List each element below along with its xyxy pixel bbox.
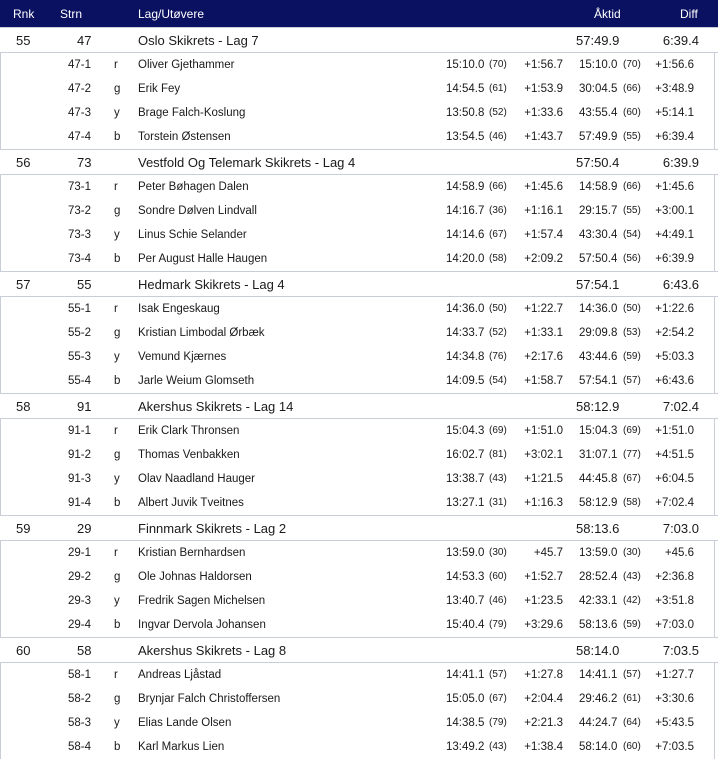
athlete-name: Ingvar Dervola Johansen bbox=[138, 619, 266, 631]
total-behind: +7:03.0 bbox=[655, 619, 694, 631]
team-row[interactable] bbox=[0, 515, 718, 541]
total-time: 44:24.7 bbox=[579, 717, 618, 729]
leg-behind: +1:33.1 bbox=[524, 327, 563, 339]
total-behind: +3:48.9 bbox=[655, 83, 694, 95]
athlete-list bbox=[0, 297, 715, 393]
leg-behind: +1:58.7 bbox=[524, 375, 563, 387]
header-team-athletes[interactable]: Lag/Utøvere bbox=[138, 7, 205, 21]
header-start-number[interactable]: Strn bbox=[60, 7, 83, 21]
leg-rank: (43) bbox=[489, 741, 507, 752]
athlete-row[interactable] bbox=[1, 223, 714, 247]
total-rank: (55) bbox=[623, 131, 641, 142]
athlete-name: Per August Halle Haugen bbox=[138, 253, 268, 265]
leg-time: 14:34.8 bbox=[446, 351, 485, 363]
leg-time: 15:04.3 bbox=[446, 425, 485, 437]
athlete-row[interactable] bbox=[1, 613, 714, 637]
total-time: 14:41.1 bbox=[579, 669, 618, 681]
total-behind: +6:04.5 bbox=[655, 473, 694, 485]
leg-behind: +1:57.4 bbox=[524, 229, 563, 241]
athlete-name: Torstein Østensen bbox=[138, 131, 231, 143]
total-time: 14:36.0 bbox=[579, 303, 618, 315]
total-behind: +2:36.8 bbox=[655, 571, 694, 583]
leg-rank: (43) bbox=[489, 473, 507, 484]
total-time: 58:12.9 bbox=[579, 497, 618, 509]
total-behind: +5:03.3 bbox=[655, 351, 694, 363]
total-behind: +7:02.4 bbox=[655, 497, 694, 509]
total-behind: +3:30.6 bbox=[655, 693, 694, 705]
athlete-list bbox=[0, 663, 715, 759]
team-row[interactable] bbox=[0, 27, 718, 53]
athlete-list bbox=[0, 175, 715, 271]
leg-behind: +1:53.9 bbox=[524, 83, 563, 95]
total-rank: (53) bbox=[623, 327, 641, 338]
total-behind: +5:14.1 bbox=[655, 107, 694, 119]
athlete-row[interactable] bbox=[1, 247, 714, 271]
total-behind: +3:51.8 bbox=[655, 595, 694, 607]
athlete-row[interactable] bbox=[1, 199, 714, 223]
athlete-row[interactable] bbox=[1, 589, 714, 613]
athlete-row[interactable] bbox=[1, 443, 714, 467]
athlete-leg: b bbox=[114, 131, 121, 143]
athlete-leg: g bbox=[114, 571, 121, 583]
leg-rank: (30) bbox=[489, 547, 507, 558]
athlete-leg: g bbox=[114, 327, 121, 339]
team-rank: 55 bbox=[16, 33, 31, 48]
leg-time: 14:41.1 bbox=[446, 669, 485, 681]
athlete-start-number: 55-2 bbox=[68, 327, 92, 339]
team-start-number: 58 bbox=[77, 643, 92, 658]
athlete-start-number: 58-4 bbox=[68, 741, 92, 753]
total-behind: +5:43.5 bbox=[655, 717, 694, 729]
leg-behind: +1:23.5 bbox=[524, 595, 563, 607]
athlete-name: Jarle Weium Glomseth bbox=[138, 375, 255, 387]
leg-time: 13:40.7 bbox=[446, 595, 485, 607]
team-diff: 6:43.6 bbox=[662, 277, 699, 292]
athlete-name: Isak Engeskaug bbox=[138, 303, 220, 315]
athlete-list bbox=[0, 541, 715, 637]
total-time: 58:13.6 bbox=[579, 619, 618, 631]
total-rank: (57) bbox=[623, 669, 641, 680]
athlete-leg: r bbox=[114, 59, 118, 71]
leg-time: 14:33.7 bbox=[446, 327, 485, 339]
athlete-name: Olav Naadland Hauger bbox=[138, 473, 255, 485]
team-start-number: 47 bbox=[77, 33, 92, 48]
total-behind: +1:22.6 bbox=[655, 303, 694, 315]
athlete-leg: r bbox=[114, 181, 118, 193]
athlete-leg: y bbox=[114, 473, 120, 485]
athlete-row[interactable] bbox=[1, 345, 714, 369]
athlete-row[interactable] bbox=[1, 297, 714, 321]
leg-behind: +1:52.7 bbox=[524, 571, 563, 583]
athlete-leg: r bbox=[114, 303, 118, 315]
athlete-start-number: 58-3 bbox=[68, 717, 92, 729]
athlete-name: Linus Schie Selander bbox=[138, 229, 247, 241]
leg-rank: (31) bbox=[489, 497, 507, 508]
leg-time: 14:58.9 bbox=[446, 181, 485, 193]
leg-behind: +2:17.6 bbox=[524, 351, 563, 363]
leg-behind: +3:02.1 bbox=[524, 449, 563, 461]
athlete-leg: b bbox=[114, 497, 121, 509]
team-time: 57:49.9 bbox=[576, 33, 620, 48]
athlete-name: Brage Falch-Koslung bbox=[138, 107, 246, 119]
total-rank: (60) bbox=[623, 107, 641, 118]
athlete-leg: b bbox=[114, 619, 121, 631]
leg-behind: +1:43.7 bbox=[524, 131, 563, 143]
athlete-row[interactable] bbox=[1, 565, 714, 589]
athlete-start-number: 55-3 bbox=[68, 351, 92, 363]
leg-time: 16:02.7 bbox=[446, 449, 485, 461]
total-rank: (43) bbox=[623, 571, 641, 582]
team-name: Hedmark Skikrets - Lag 4 bbox=[138, 277, 285, 292]
athlete-leg: g bbox=[114, 205, 121, 217]
leg-rank: (61) bbox=[489, 83, 507, 94]
athlete-row[interactable] bbox=[1, 711, 714, 735]
leg-time: 13:27.1 bbox=[446, 497, 485, 509]
athlete-leg: y bbox=[114, 351, 120, 363]
total-time: 29:46.2 bbox=[579, 693, 618, 705]
leg-rank: (52) bbox=[489, 327, 507, 338]
leg-time: 13:59.0 bbox=[446, 547, 485, 559]
table-header bbox=[0, 0, 718, 27]
total-rank: (61) bbox=[623, 693, 641, 704]
total-behind: +4:51.5 bbox=[655, 449, 694, 461]
total-rank: (56) bbox=[623, 253, 641, 264]
leg-rank: (81) bbox=[489, 449, 507, 460]
total-rank: (59) bbox=[623, 351, 641, 362]
leg-time: 14:09.5 bbox=[446, 375, 485, 387]
athlete-leg: g bbox=[114, 693, 121, 705]
total-rank: (55) bbox=[623, 205, 641, 216]
team-diff: 6:39.4 bbox=[662, 33, 699, 48]
athlete-leg: b bbox=[114, 375, 121, 387]
leg-rank: (67) bbox=[489, 693, 507, 704]
total-rank: (66) bbox=[623, 181, 641, 192]
header-accumulated-time[interactable]: Åktid bbox=[594, 7, 621, 21]
leg-behind: +1:22.7 bbox=[524, 303, 563, 315]
team-row[interactable] bbox=[0, 393, 718, 419]
athlete-start-number: 29-1 bbox=[68, 547, 92, 559]
team-rank: 60 bbox=[16, 643, 31, 658]
athlete-start-number: 55-1 bbox=[68, 303, 92, 315]
athlete-name: Fredrik Sagen Michelsen bbox=[138, 595, 266, 607]
athlete-leg: r bbox=[114, 425, 118, 437]
athlete-leg: b bbox=[114, 741, 121, 753]
athlete-row[interactable] bbox=[1, 735, 714, 759]
athlete-row[interactable] bbox=[1, 77, 714, 101]
total-time: 57:54.1 bbox=[579, 375, 618, 387]
leg-rank: (66) bbox=[489, 181, 507, 192]
leg-rank: (60) bbox=[489, 571, 507, 582]
leg-behind: +2:21.3 bbox=[524, 717, 563, 729]
athlete-leg: y bbox=[114, 229, 120, 241]
team-time: 57:50.4 bbox=[576, 155, 620, 170]
athlete-leg: y bbox=[114, 107, 120, 119]
athlete-row[interactable] bbox=[1, 53, 714, 77]
total-time: 13:59.0 bbox=[579, 547, 618, 559]
leg-rank: (67) bbox=[489, 229, 507, 240]
team-row[interactable] bbox=[0, 637, 718, 663]
leg-behind: +3:29.6 bbox=[524, 619, 563, 631]
team-diff: 7:03.0 bbox=[662, 521, 699, 536]
athlete-start-number: 47-2 bbox=[68, 83, 92, 95]
total-rank: (66) bbox=[623, 83, 641, 94]
leg-behind: +1:51.0 bbox=[524, 425, 563, 437]
team-time: 57:54.1 bbox=[576, 277, 620, 292]
athlete-start-number: 91-4 bbox=[68, 497, 92, 509]
athlete-name: Ole Johnas Haldorsen bbox=[138, 571, 252, 583]
athlete-row[interactable] bbox=[1, 663, 714, 687]
athlete-row[interactable] bbox=[1, 125, 714, 149]
team-start-number: 29 bbox=[77, 521, 92, 536]
athlete-row[interactable] bbox=[1, 419, 714, 443]
leg-rank: (69) bbox=[489, 425, 507, 436]
team-name: Akershus Skikrets - Lag 14 bbox=[138, 399, 294, 414]
athlete-leg: y bbox=[114, 717, 120, 729]
athlete-leg: b bbox=[114, 253, 121, 265]
team-start-number: 55 bbox=[77, 277, 92, 292]
athlete-start-number: 58-1 bbox=[68, 669, 92, 681]
athlete-start-number: 29-4 bbox=[68, 619, 92, 631]
team-time: 58:12.9 bbox=[576, 399, 620, 414]
athlete-row[interactable] bbox=[1, 467, 714, 491]
team-diff: 7:02.4 bbox=[662, 399, 699, 414]
leg-behind: +1:27.8 bbox=[524, 669, 563, 681]
total-rank: (64) bbox=[623, 717, 641, 728]
total-behind: +1:56.6 bbox=[655, 59, 694, 71]
leg-rank: (70) bbox=[489, 59, 507, 70]
total-behind: +45.6 bbox=[664, 547, 694, 559]
team-name: Vestfold Og Telemark Skikrets - Lag 4 bbox=[138, 155, 356, 170]
team-row[interactable] bbox=[0, 271, 718, 297]
leg-rank: (76) bbox=[489, 351, 507, 362]
total-behind: +3:00.1 bbox=[655, 205, 694, 217]
athlete-start-number: 58-2 bbox=[68, 693, 92, 705]
athlete-name: Kristian Bernhardsen bbox=[138, 547, 246, 559]
athlete-name: Elias Lande Olsen bbox=[138, 717, 232, 729]
team-rank: 56 bbox=[16, 155, 31, 170]
total-time: 29:09.8 bbox=[579, 327, 618, 339]
total-rank: (50) bbox=[623, 303, 641, 314]
team-diff: 6:39.9 bbox=[662, 155, 699, 170]
leg-time: 14:14.6 bbox=[446, 229, 485, 241]
athlete-name: Erik Clark Thronsen bbox=[138, 425, 240, 437]
leg-time: 15:05.0 bbox=[446, 693, 485, 705]
team-time: 58:13.6 bbox=[576, 521, 620, 536]
total-rank: (70) bbox=[623, 59, 641, 70]
athlete-start-number: 73-3 bbox=[68, 229, 92, 241]
total-time: 43:30.4 bbox=[579, 229, 618, 241]
athlete-start-number: 47-1 bbox=[68, 59, 92, 71]
athlete-start-number: 29-3 bbox=[68, 595, 92, 607]
total-time: 57:49.9 bbox=[579, 131, 618, 143]
leg-time: 15:10.0 bbox=[446, 59, 485, 71]
total-time: 42:33.1 bbox=[579, 595, 618, 607]
athlete-row[interactable] bbox=[1, 541, 714, 565]
team-rank: 57 bbox=[16, 277, 31, 292]
leg-behind: +1:33.6 bbox=[524, 107, 563, 119]
leg-rank: (79) bbox=[489, 717, 507, 728]
team-start-number: 73 bbox=[77, 155, 92, 170]
leg-time: 13:38.7 bbox=[446, 473, 485, 485]
athlete-leg: r bbox=[114, 669, 118, 681]
athlete-start-number: 91-2 bbox=[68, 449, 92, 461]
athlete-row[interactable] bbox=[1, 175, 714, 199]
leg-behind: +2:09.2 bbox=[524, 253, 563, 265]
team-name: Akershus Skikrets - Lag 8 bbox=[138, 643, 287, 658]
athlete-start-number: 47-4 bbox=[68, 131, 92, 143]
leg-time: 14:36.0 bbox=[446, 303, 485, 315]
athlete-leg: g bbox=[114, 83, 121, 95]
total-time: 15:04.3 bbox=[579, 425, 618, 437]
athlete-name: Brynjar Falch Christoffersen bbox=[138, 693, 281, 705]
athlete-start-number: 91-1 bbox=[68, 425, 92, 437]
leg-time: 13:50.8 bbox=[446, 107, 485, 119]
team-start-number: 91 bbox=[77, 399, 92, 414]
athlete-row[interactable] bbox=[1, 491, 714, 515]
total-time: 44:45.8 bbox=[579, 473, 618, 485]
total-rank: (60) bbox=[623, 741, 641, 752]
total-behind: +1:51.0 bbox=[655, 425, 694, 437]
leg-time: 14:20.0 bbox=[446, 253, 485, 265]
leg-rank: (50) bbox=[489, 303, 507, 314]
athlete-leg: y bbox=[114, 595, 120, 607]
athlete-name: Albert Juvik Tveitnes bbox=[138, 497, 244, 509]
leg-rank: (57) bbox=[489, 669, 507, 680]
total-rank: (67) bbox=[623, 473, 641, 484]
leg-behind: +1:38.4 bbox=[524, 741, 563, 753]
total-time: 14:58.9 bbox=[579, 181, 618, 193]
total-time: 15:10.0 bbox=[579, 59, 618, 71]
leg-rank: (79) bbox=[489, 619, 507, 630]
athlete-row[interactable] bbox=[1, 321, 714, 345]
athlete-name: Vemund Kjærnes bbox=[138, 351, 227, 363]
total-behind: +1:45.6 bbox=[655, 181, 694, 193]
leg-behind: +45.7 bbox=[533, 547, 563, 559]
total-time: 29:15.7 bbox=[579, 205, 618, 217]
total-rank: (57) bbox=[623, 375, 641, 386]
total-behind: +4:49.1 bbox=[655, 229, 694, 241]
leg-behind: +1:16.3 bbox=[524, 497, 563, 509]
team-row[interactable] bbox=[0, 149, 718, 175]
team-name: Finnmark Skikrets - Lag 2 bbox=[138, 521, 287, 536]
total-behind: +6:39.9 bbox=[655, 253, 694, 265]
total-rank: (58) bbox=[623, 497, 641, 508]
total-rank: (54) bbox=[623, 229, 641, 240]
total-behind: +7:03.5 bbox=[655, 741, 694, 753]
athlete-start-number: 29-2 bbox=[68, 571, 92, 583]
athlete-row[interactable] bbox=[1, 687, 714, 711]
total-rank: (69) bbox=[623, 425, 641, 436]
athlete-name: Oliver Gjethammer bbox=[138, 59, 235, 71]
total-time: 30:04.5 bbox=[579, 83, 618, 95]
athlete-start-number: 73-2 bbox=[68, 205, 92, 217]
athlete-name: Andreas Ljåstad bbox=[138, 669, 222, 681]
teams-list bbox=[0, 27, 718, 759]
athlete-leg: r bbox=[114, 547, 118, 559]
team-rank: 58 bbox=[16, 399, 31, 414]
leg-rank: (58) bbox=[489, 253, 507, 264]
header-difference[interactable]: Diff bbox=[680, 7, 698, 21]
total-time: 43:55.4 bbox=[579, 107, 618, 119]
total-time: 31:07.1 bbox=[579, 449, 618, 461]
leg-rank: (52) bbox=[489, 107, 507, 118]
leg-behind: +1:45.6 bbox=[524, 181, 563, 193]
athlete-start-number: 47-3 bbox=[68, 107, 92, 119]
leg-rank: (54) bbox=[489, 375, 507, 386]
athlete-start-number: 73-1 bbox=[68, 181, 92, 193]
athlete-start-number: 91-3 bbox=[68, 473, 92, 485]
leg-time: 13:54.5 bbox=[446, 131, 485, 143]
total-behind: +1:27.7 bbox=[655, 669, 694, 681]
leg-time: 13:49.2 bbox=[446, 741, 485, 753]
leg-time: 15:40.4 bbox=[446, 619, 485, 631]
athlete-row[interactable] bbox=[1, 369, 714, 393]
leg-time: 14:53.3 bbox=[446, 571, 485, 583]
leg-behind: +1:56.7 bbox=[524, 59, 563, 71]
leg-time: 14:16.7 bbox=[446, 205, 485, 217]
athlete-name: Peter Bøhagen Dalen bbox=[138, 181, 249, 193]
total-time: 57:50.4 bbox=[579, 253, 618, 265]
athlete-name: Kristian Limbodal Ørbæk bbox=[138, 327, 265, 339]
total-behind: +6:39.4 bbox=[655, 131, 694, 143]
athlete-name: Thomas Venbakken bbox=[138, 449, 240, 461]
athlete-list bbox=[0, 419, 715, 515]
total-rank: (42) bbox=[623, 595, 641, 606]
athlete-name: Karl Markus Lien bbox=[138, 741, 225, 753]
leg-behind: +1:21.5 bbox=[524, 473, 563, 485]
athlete-name: Sondre Dølven Lindvall bbox=[138, 205, 257, 217]
total-rank: (77) bbox=[623, 449, 641, 460]
leg-rank: (36) bbox=[489, 205, 507, 216]
total-behind: +2:54.2 bbox=[655, 327, 694, 339]
athlete-leg: g bbox=[114, 449, 121, 461]
leg-rank: (46) bbox=[489, 595, 507, 606]
total-time: 43:44.6 bbox=[579, 351, 618, 363]
leg-behind: +1:16.1 bbox=[524, 205, 563, 217]
athlete-name: Erik Fey bbox=[138, 83, 181, 95]
total-time: 58:14.0 bbox=[579, 741, 618, 753]
team-name: Oslo Skikrets - Lag 7 bbox=[138, 33, 259, 48]
total-behind: +6:43.6 bbox=[655, 375, 694, 387]
leg-time: 14:54.5 bbox=[446, 83, 485, 95]
athlete-start-number: 55-4 bbox=[68, 375, 92, 387]
leg-behind: +2:04.4 bbox=[524, 693, 563, 705]
leg-rank: (46) bbox=[489, 131, 507, 142]
total-time: 28:52.4 bbox=[579, 571, 618, 583]
total-rank: (59) bbox=[623, 619, 641, 630]
team-diff: 7:03.5 bbox=[662, 643, 699, 658]
athlete-list bbox=[0, 53, 715, 149]
leg-time: 14:38.5 bbox=[446, 717, 485, 729]
header-rank[interactable]: Rnk bbox=[13, 7, 35, 21]
athlete-start-number: 73-4 bbox=[68, 253, 92, 265]
athlete-row[interactable] bbox=[1, 101, 714, 125]
total-rank: (30) bbox=[623, 547, 641, 558]
team-rank: 59 bbox=[16, 521, 31, 536]
team-time: 58:14.0 bbox=[576, 643, 620, 658]
